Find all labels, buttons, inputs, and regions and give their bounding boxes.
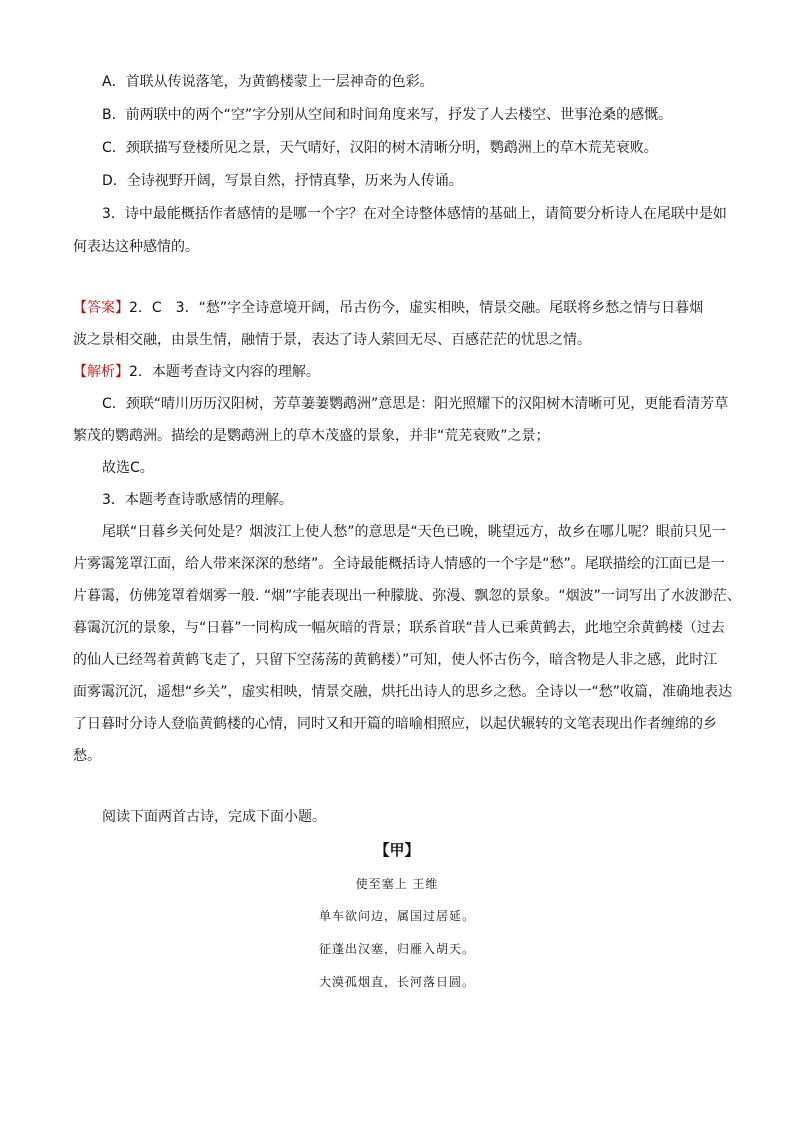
poem-line-2: 征蓬出汉塞，归雁入胡天。 bbox=[318, 942, 475, 956]
analysis-q3-line-1: 尾联“日暮乡关何处是？烟波江上使人愁”的意思是“天色已晚，眺望远方，故乡在哪儿呢？眼前只见一 bbox=[102, 524, 726, 540]
analysis-line-1 bbox=[73, 362, 320, 382]
poem-line-3: 大漠孤烟直，长河落日圆。 bbox=[318, 975, 475, 989]
option-d: D．全诗视野开阔，写景自然，抒情真挚，历来为人传诵。 bbox=[102, 173, 463, 189]
answer-line-2: 波之景相交融，由景生情，融情于景，表达了诗人萦回无尽、百感茫茫的忧思之情。 bbox=[73, 332, 591, 348]
analysis-q3-line-5: 的仙人已经驾着黄鹤飞走了，只留下空荡荡的黄鹤楼）”可知，使人怀古伤今，暗含物是人非之感，此时江 bbox=[73, 652, 718, 668]
analysis-q3-line-4: 暮霭沉沉的景象，与“日暮”一同构成一幅灰暗的背景；联系首联“昔人已乘黄鹤去，此地空余黄鹤楼（过去 bbox=[73, 620, 725, 636]
question-3-line-1: 3．诗中最能概括作者感情的是哪一个字？在对全诗整体感情的基础上，请简要分析诗人在尾联中是如 bbox=[102, 206, 727, 222]
analysis-choose: 故选C。 bbox=[102, 460, 154, 476]
answer-text: 2．C 3．“愁”字全诗意境开阔，吊古伤今，虚实相映，情景交融。尾联将乡愁之情与日暮烟 bbox=[129, 300, 704, 316]
analysis-q3-line-7: 了日暮时分诗人登临黄鹤楼的心情，同时又和开篇的暗喻相照应，以起伏辗转的文笔表现出作者缠绵的乡 bbox=[73, 716, 717, 732]
poem-heading: 【甲】 bbox=[374, 841, 420, 859]
analysis-text: 2．本题考查诗文内容的理解。 bbox=[129, 364, 320, 380]
analysis-q3-line-6: 面雾霭沉沉，遥想“乡关”，虚实相映，情景交融，烘托出诗人的思乡之愁。全诗以一“愁”收篇，准确地表达 bbox=[73, 684, 733, 700]
analysis-c-line-2: 繁茂的鹦鹉洲。描绘的是鹦鹉洲上的草木茂盛的景象，并非“荒芜衰败”之景； bbox=[73, 428, 550, 444]
poem-title: 使至塞上 王维 bbox=[355, 877, 439, 891]
poem-line-1: 单车欲问边，属国过居延。 bbox=[318, 909, 475, 923]
answer-line-1 bbox=[73, 298, 703, 318]
analysis-q3-title: 3．本题考查诗歌感情的理解。 bbox=[102, 492, 293, 508]
analysis-c-line-1: C．颈联“晴川历历汉阳树，芳草萋萋鹦鹉洲”意思是：阳光照耀下的汉阳树木清晰可见，更能看清芳草 bbox=[102, 396, 729, 412]
analysis-q3-line-3: 片暮霭，仿佛笼罩着烟雾一般. “烟”字能表现出一种朦胧、弥漫、飘忽的景象。“烟波”一词写出了水波渺茫、 bbox=[73, 588, 741, 604]
analysis-q3-line-2: 片雾霭笼罩江面，给人带来深深的愁绪”。全诗最能概括诗人情感的一个字是“愁”。尾联描绘的江面已是一 bbox=[73, 556, 725, 572]
question-3-line-2: 何表达这种感情的。 bbox=[73, 239, 199, 255]
option-c: C．颈联描写登楼所见之景，天气晴好，汉阳的树木清晰分明，鹦鹉洲上的草木荒芜衰败。 bbox=[102, 140, 658, 156]
reading-prompt: 阅读下面两首古诗，完成下面小题。 bbox=[102, 809, 326, 825]
option-b: B．前两联中的两个“空”字分别从空间和时间角度来写，抒发了人去楼空、世事沧桑的感慨。 bbox=[102, 107, 673, 123]
analysis-tag: 【解析】 bbox=[73, 364, 129, 380]
option-a: A．首联从传说落笔，为黄鹤楼蒙上一层神奇的色彩。 bbox=[102, 74, 434, 90]
analysis-q3-line-8: 愁。 bbox=[73, 748, 101, 764]
answer-tag: 【答案】 bbox=[73, 300, 129, 316]
